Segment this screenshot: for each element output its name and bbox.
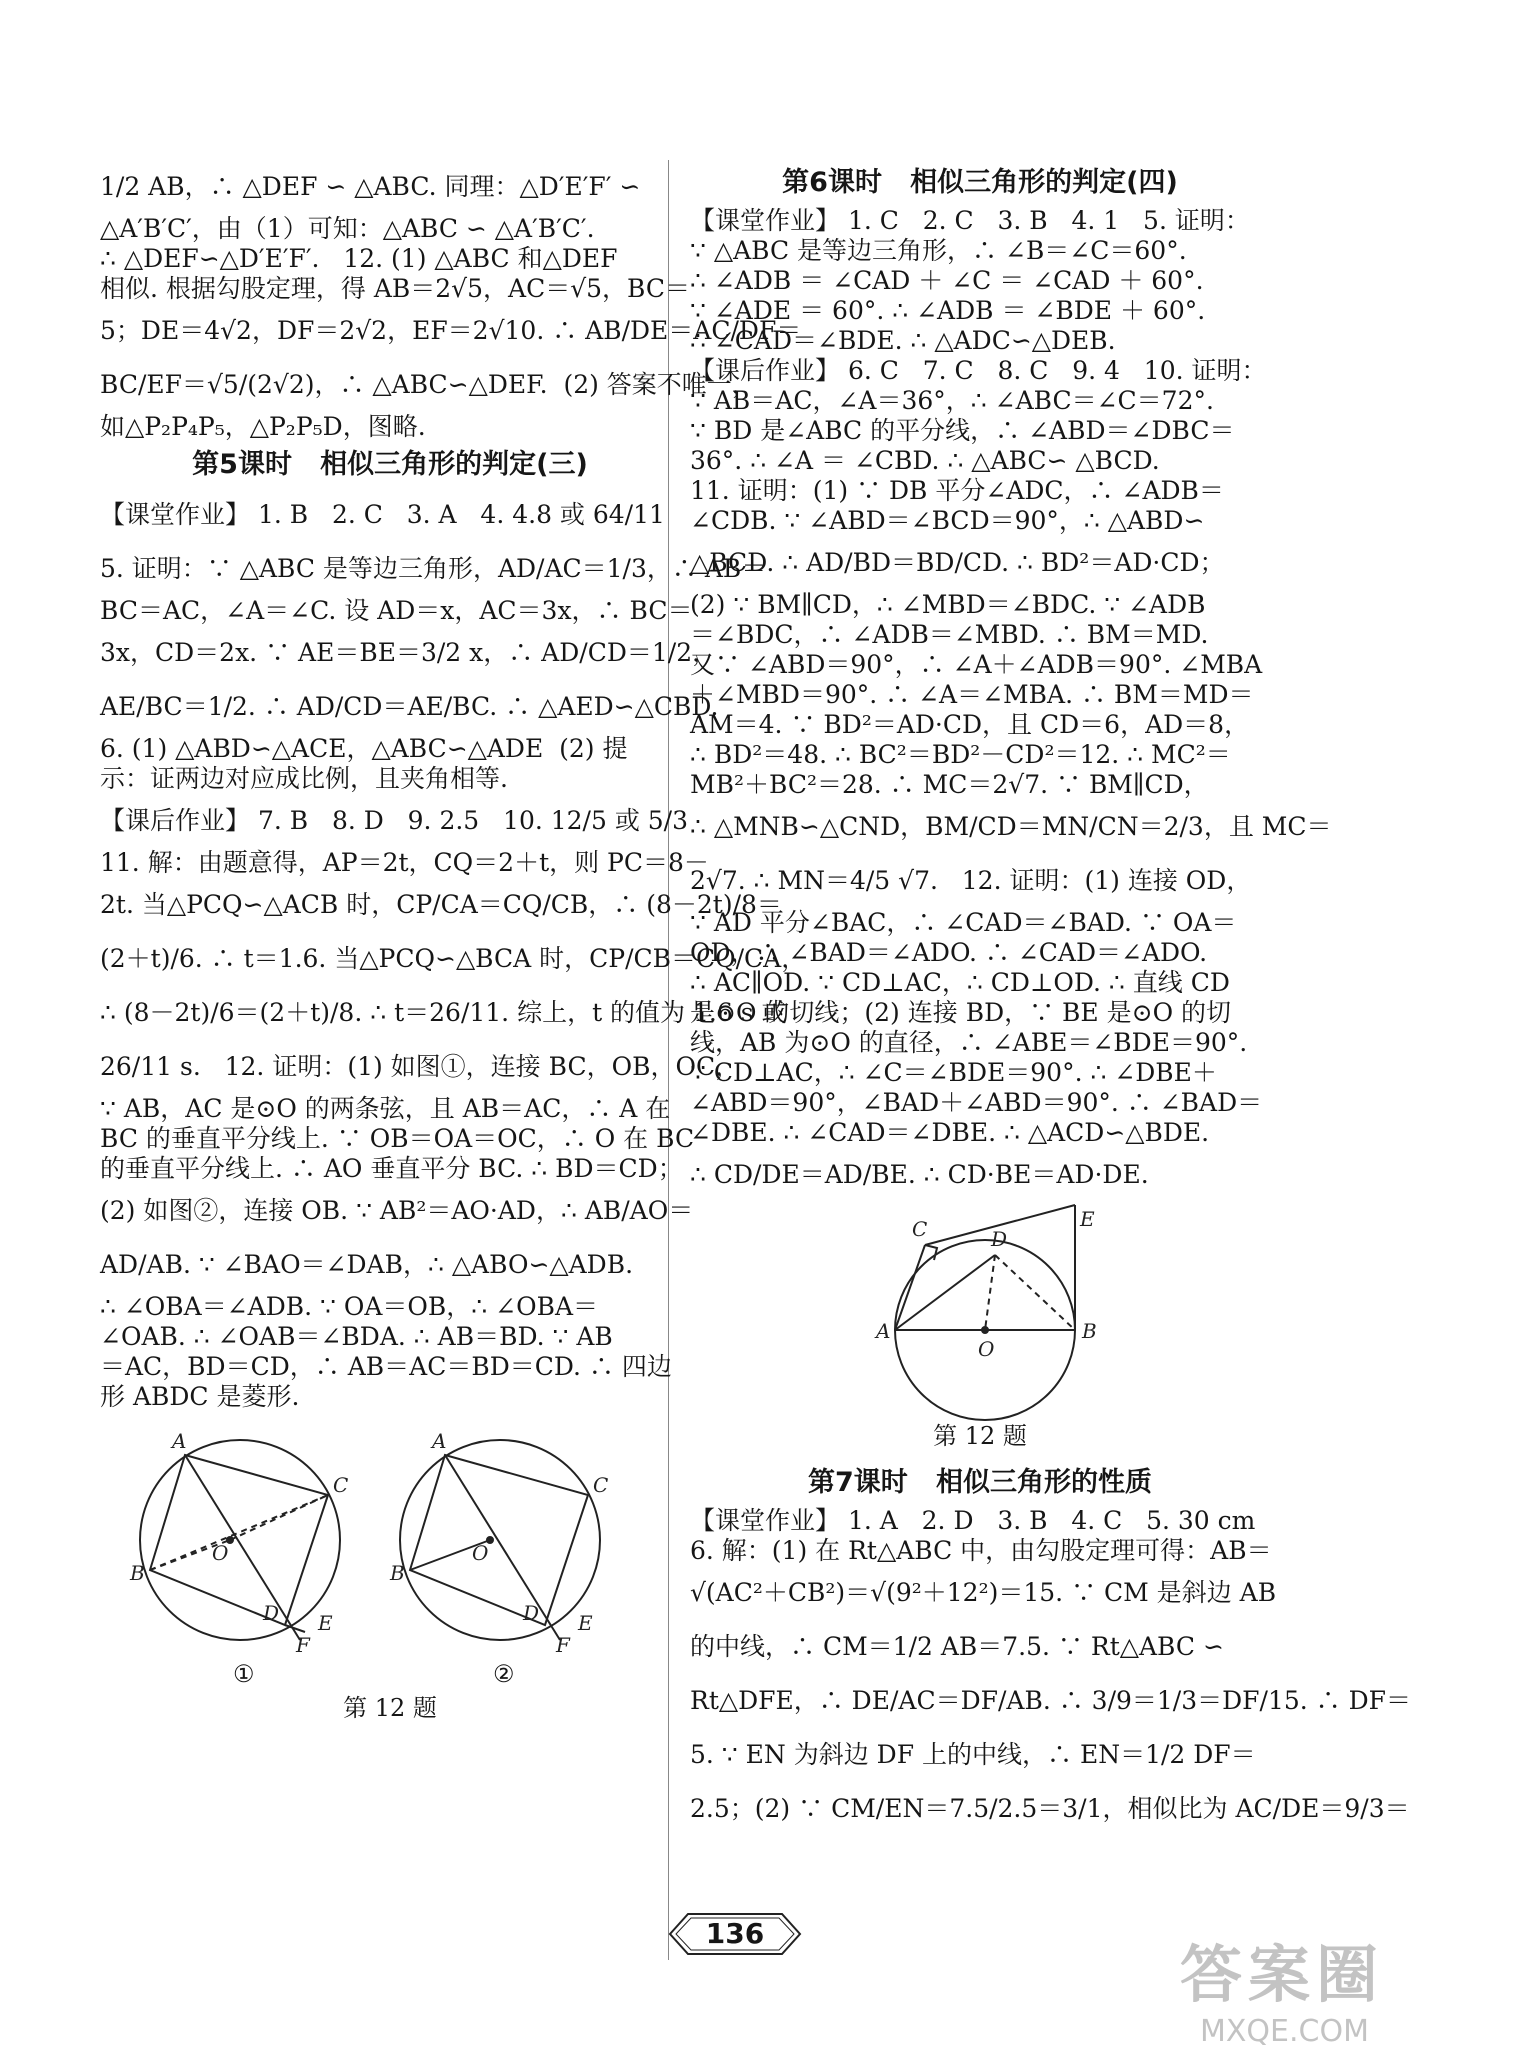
figure-number-1: ① (233, 1660, 255, 1688)
figure-2 (400, 1440, 600, 1640)
text-line: 是⊙O 的切线；(2) 连接 BD，∵ BE 是⊙O 的切 (690, 998, 1232, 1027)
text-line: △A′B′C′，由（1）可知：△ABC ∽ △A′B′C′. (100, 214, 595, 243)
text-line: ∵ AB＝AC，∠A＝36°，∴ ∠ABC＝∠C＝72°. (690, 386, 1214, 415)
fig-label-d: D (991, 1227, 1008, 1251)
text-line: 3x，CD＝2x. ∵ AE＝BE＝3/2 x，∴ AD/CD＝1/2， (100, 638, 718, 667)
watermark-url: MXQE.COM (1200, 2014, 1369, 2049)
text-line: ∵ AD 平分∠BAC，∴ ∠CAD＝∠BAD. ∵ OA＝ (690, 908, 1237, 937)
fig-label-b: B (1082, 1319, 1097, 1343)
figure-1 (140, 1440, 340, 1640)
text-line: ＝AC，BD＝CD，∴ AB＝AC＝BD＝CD. ∴ 四边 (100, 1352, 672, 1381)
text-line: 5. 证明：∵ △ABC 是等边三角形，AD/AC＝1/3，∴ AB＝ (100, 554, 767, 583)
text-line: OD，∴ ∠BAD＝∠ADO. ∴ ∠CAD＝∠ADO. (690, 938, 1208, 967)
lesson-5-block (100, 488, 807, 1412)
text-line: ∠ABD＝90°，∠BAD＋∠ABD＝90°. ∴ ∠BAD＝ (690, 1088, 1263, 1117)
text-line: 5. ∵ EN 为斜边 DF 上的中线，∴ EN＝1/2 DF＝ (690, 1740, 1256, 1769)
text-line: ＋∠MBD＝90°. ∴ ∠A＝∠MBA. ∴ BM＝MD＝ (690, 680, 1254, 709)
watermark-logo (1180, 1925, 1520, 2055)
fig2-label-e: E (578, 1611, 593, 1635)
text-line: 线，AB 为⊙O 的直径，∴ ∠ABE＝∠BDE＝90°. (690, 1028, 1248, 1057)
text-line: ∵ AB，AC 是⊙O 的两条弦，且 AB＝AC，∴ A 在 (100, 1094, 671, 1123)
text-line: 如△P₂P₄P₅，△P₂P₅D，图略. (100, 412, 426, 441)
text-line: 2√7. ∴ MN＝4/5 √7. 12. 证明：(1) 连接 OD， (690, 866, 1252, 895)
text-line: ＝∠BDC，∴ ∠ADB＝∠MBD. ∴ BM＝MD. (690, 620, 1209, 649)
text-line: ∴ CD/DE＝AD/BE. ∴ CD·BE＝AD·DE. (690, 1160, 1149, 1189)
figure-caption: 第 12 题 (933, 1422, 1027, 1450)
text-line: 相似. 根据勾股定理，得 AB＝2√5，AC＝√5，BC＝ (100, 274, 690, 303)
text-line: 26/11 s. 12. 证明：(1) 如图①，连接 BC，OB，OC， (100, 1052, 741, 1081)
fig2-label-b: B (390, 1561, 405, 1585)
figure-number-2: ② (493, 1660, 515, 1688)
fig-label-e: E (1080, 1207, 1095, 1231)
text-line: △BCD. ∴ AD/BD＝BD/CD. ∴ BD²＝AD·CD； (690, 548, 1225, 577)
text-line: ∴ ∠OBA＝∠ADB. ∵ OA＝OB，∴ ∠OBA＝ (100, 1292, 599, 1321)
text-line: ∴ BD²＝48. ∴ BC²＝BD²－CD²＝12. ∴ MC²＝ (690, 740, 1231, 769)
text-line: 11. 解：由题意得，AP＝2t，CQ＝2＋t，则 PC＝8－ (100, 848, 709, 877)
left-column (100, 160, 807, 1732)
page-number: 136 (705, 1917, 765, 1950)
text-line: 5；DE＝4√2，DF＝2√2，EF＝2√10. ∴ AB/DE＝AC/DF＝ (100, 316, 802, 345)
circle-tangent-diagram (690, 1207, 1270, 1420)
text-line: ∴ ∠ADB ＝ ∠CAD ＋ ∠C ＝ ∠CAD ＋ 60°. (690, 266, 1204, 295)
fig1-label-e: E (318, 1611, 333, 1635)
text-line: BC＝AC，∠A＝∠C. 设 AD＝x，AC＝3x，∴ BC＝ (100, 596, 693, 625)
section-heading-lesson-7: 第7课时 相似三角形的性质 (808, 1467, 1152, 1498)
fig1-label-b: B (130, 1561, 145, 1585)
fig-label-c: C (912, 1217, 928, 1241)
text-line: (2＋t)/6. ∴ t＝1.6. 当△PCQ∽△BCA 时，CP/CB＝CQ/CA， (100, 944, 807, 973)
text-line: ∴ △DEF∽△D′E′F′. 12. (1) △ABC 和△DEF (100, 244, 618, 273)
right-column (690, 160, 1411, 1836)
text-line: ∴ (8－2t)/6＝(2＋t)/8. ∴ t＝26/11. 综上，t 的值为 1.6 s 或 (100, 998, 787, 1027)
text-line: 1/2 AB，∴ △DEF ∽ △ABC. 同理：△D′E′F′ ∽ (100, 172, 641, 201)
circle-diagrams (100, 1420, 640, 1660)
text-line: 6. (1) △ABD∽△ACE，△ABC∽△ADE (2) 提 (100, 734, 628, 763)
text-line: ∴ △MNB∽△CND，BM/CD＝MN/CN＝2/3，且 MC＝ (690, 812, 1332, 841)
text-line: 11. 证明：(1) ∵ DB 平分∠ADC，∴ ∠ADB＝ (690, 476, 1224, 505)
text-line: MB²＋BC²＝28. ∴ MC＝2√7. ∵ BM∥CD， (690, 770, 1209, 799)
text-line: BC/EF＝√5/(2√2)，∴ △ABC∽△DEF. (2) 答案不唯一， (100, 370, 757, 399)
text-line: 形 ABDC 是菱形. (100, 1382, 300, 1411)
text-line: ∴ AC∥OD. ∵ CD⊥AC，∴ CD⊥OD. ∴ 直线 CD (690, 968, 1230, 997)
fig2-label-c: C (593, 1473, 609, 1497)
fig1-label-o: O (212, 1541, 229, 1565)
text-line: ∠DBE. ∴ ∠CAD＝∠DBE. ∴ △ACD∽△BDE. (690, 1118, 1210, 1147)
lesson-6-block (690, 206, 1332, 1202)
fig2-label-o: O (472, 1541, 489, 1565)
text-line: AD/AB. ∵ ∠BAO＝∠DAB，∴ △ABO∽△ADB. (100, 1250, 634, 1279)
fig1-label-d: D (263, 1601, 280, 1625)
fig-label-o: O (978, 1337, 995, 1361)
text-line: 2t. 当△PCQ∽△ACB 时，CP/CA＝CQ/CB，∴ (8－2t)/8＝ (100, 890, 782, 919)
text-line: 又∵ ∠ABD＝90°，∴ ∠A＋∠ADB＝90°. ∠MBA (690, 650, 1263, 679)
section-heading-lesson-5: 第5课时 相似三角形的判定(三) (192, 449, 588, 480)
fig-label-a: A (876, 1319, 891, 1343)
figure-caption: 第 12 题 (343, 1694, 437, 1722)
text-line: 【课堂作业】 1. C 2. C 3. B 4. 1 5. 证明： (690, 206, 1250, 235)
text-line: 的中线，∴ CM＝1/2 AB＝7.5. ∵ Rt△ABC ∽ (690, 1632, 1224, 1661)
figure-numbers (100, 1660, 680, 1692)
text-line: Rt△DFE，∴ DE/AC＝DF/AB. ∴ 3/9＝1/3＝DF/15. ∴ DF＝ (690, 1686, 1411, 1715)
left-figure-q12 (100, 1420, 680, 1724)
text-line: 6. 解：(1) 在 Rt△ABC 中，由勾股定理可得：AB＝ (690, 1536, 1272, 1565)
watermark-text: 答案圈 (1180, 1938, 1385, 2011)
text-line: ∵ △ABC 是等边三角形，∴ ∠B＝∠C＝60°. (690, 236, 1187, 265)
text-line: √(AC²＋CB²)＝√(9²＋12²)＝15. ∵ CM 是斜边 AB (690, 1578, 1277, 1607)
fig2-label-f: F (556, 1633, 570, 1657)
text-line: AE/BC＝1/2. ∴ AD/CD＝AE/BC. ∴ △AED∽△CBD. (100, 692, 719, 721)
text-line: ∴ ∠CAD＝∠BDE. ∴ △ADC∽△DEB. (690, 326, 1116, 355)
text-line: ∵ BD 是∠ABC 的平分线，∴ ∠ABD＝∠DBC＝ (690, 416, 1235, 445)
text-line: 【课后作业】 6. C 7. C 8. C 9. 4 10. 证明： (690, 356, 1267, 385)
fig2-label-a: A (432, 1429, 447, 1453)
text-line: 的垂直平分线上. ∴ AO 垂直平分 BC. ∴ BD＝CD； (100, 1154, 683, 1183)
text-line: ∵ CD⊥AC，∴ ∠C＝∠BDE＝90°. ∴ ∠DBE＋ (690, 1058, 1217, 1087)
right-figure-q12 (690, 1207, 1270, 1452)
text-line: (2) ∵ BM∥CD，∴ ∠MBD＝∠BDC. ∵ ∠ADB (690, 590, 1206, 619)
text-line: 【课后作业】 7. B 8. D 9. 2.5 10. 12/5 或 5/3 (100, 806, 689, 835)
fig1-label-a: A (172, 1429, 187, 1453)
section-heading-lesson-6: 第6课时 相似三角形的判定(四) (782, 167, 1178, 198)
left-top-block (100, 160, 802, 442)
fig1-label-f: F (296, 1633, 310, 1657)
text-line: ∠OAB. ∴ ∠OAB＝∠BDA. ∴ AB＝BD. ∵ AB (100, 1322, 613, 1351)
page-number-badge (670, 1910, 800, 1958)
fig1-label-c: C (333, 1473, 349, 1497)
text-line: AM＝4. ∵ BD²＝AD·CD，且 CD＝6，AD＝8， (690, 710, 1250, 739)
text-line: 示：证两边对应成比例，且夹角相等. (100, 764, 508, 793)
text-line: (2) 如图②，连接 OB. ∵ AB²＝AO·AD，∴ AB/AO＝ (100, 1196, 694, 1225)
text-line: BC 的垂直平分线上. ∵ OB＝OA＝OC，∴ O 在 BC (100, 1124, 695, 1153)
text-line: 36°. ∴ ∠A ＝ ∠CBD. ∴ △ABC∽ △BCD. (690, 446, 1160, 475)
fig2-label-d: D (523, 1601, 540, 1625)
text-line: 【课堂作业】 1. A 2. D 3. B 4. C 5. 30 cm (690, 1506, 1256, 1535)
text-line: 2.5；(2) ∵ CM/EN＝7.5/2.5＝3/1，相似比为 AC/DE＝9/3＝ (690, 1794, 1410, 1823)
text-line: 【课堂作业】 1. B 2. C 3. A 4. 4.8 或 64/11 (100, 500, 665, 529)
lesson-7-block (690, 1506, 1411, 1836)
text-line: ∵ ∠ADE ＝ 60°. ∴ ∠ADB ＝ ∠BDE ＋ 60°. (690, 296, 1206, 325)
text-line: ∠CDB. ∵ ∠ABD＝∠BCD＝90°，∴ △ABD∽ (690, 506, 1205, 535)
